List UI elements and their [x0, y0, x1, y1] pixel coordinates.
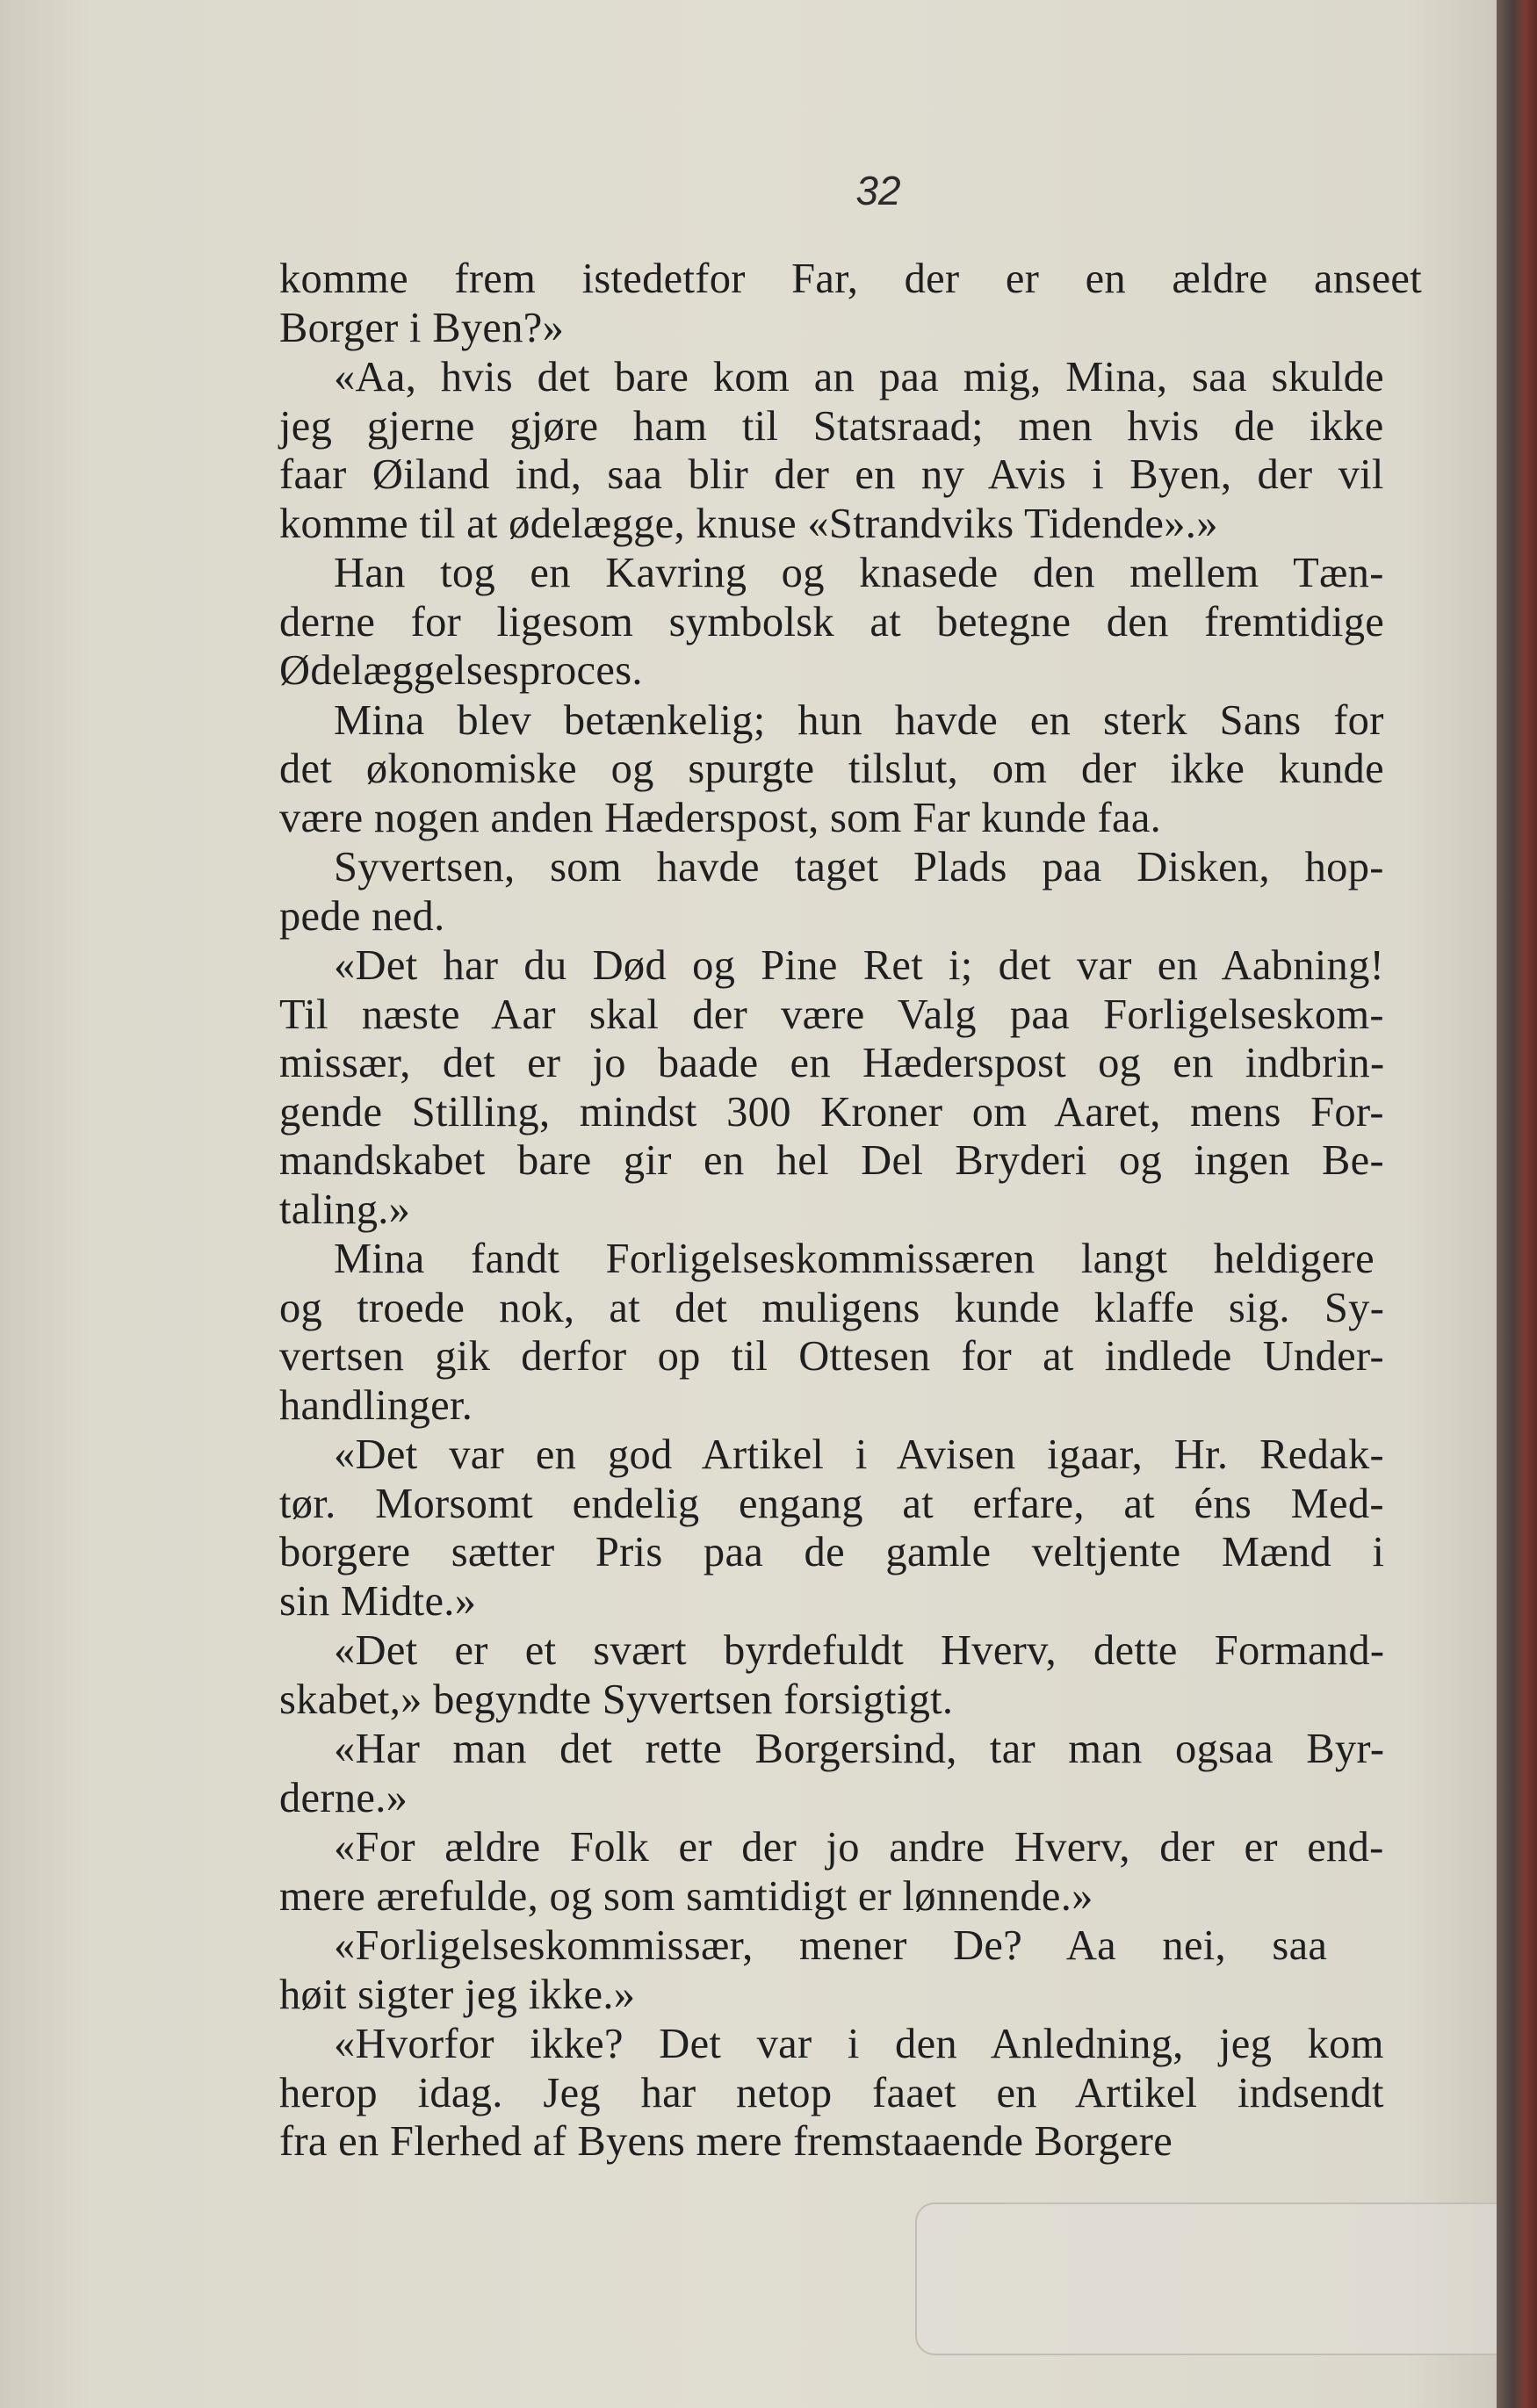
paragraph [279, 941, 1439, 1234]
text-line: taling.» [279, 1186, 411, 1233]
text-line: faar Øiland ind, saa blir der en ny Avis i Byen, der vil [279, 451, 1384, 498]
text-line: handlinger. [279, 1381, 473, 1429]
text-line: mandskabet bare gir en hel Del Bryderi og ingen Be- [279, 1137, 1384, 1184]
text-line: vertsen gik derfor op til Ottesen for at indlede Under- [279, 1333, 1384, 1380]
text-line: derne.» [279, 1774, 408, 1821]
paragraph [279, 1823, 1439, 1921]
text-line: herop idag. Jeg har netop faaet en Artikel indsendt [279, 2069, 1384, 2116]
body-text [279, 255, 1439, 2166]
paragraph [279, 696, 1439, 843]
text-line: «Det har du Død og Pine Ret i; det var en Aabning! [334, 942, 1385, 989]
paragraph [279, 1725, 1439, 1822]
text-line: det økonomiske og spurgte tilslut, om der ikke kunde [279, 746, 1384, 792]
text-line: skabet,» begyndte Syvertsen forsigtigt. [279, 1676, 954, 1723]
paragraph [279, 255, 1439, 352]
text-line: Mina fandt Forligelseskommissæren langt heldigere [334, 1236, 1375, 1282]
text-line: være nogen anden Hæderspost, som Far kunde faa. [279, 794, 1162, 841]
paragraph [279, 2020, 1439, 2166]
paragraph [279, 353, 1439, 548]
text-line: Til næste Aar skal der være Valg paa Forligelseskom- [279, 991, 1384, 1038]
text-line: komme frem istedetfor Far, der er en ældre anseet [279, 256, 1423, 302]
text-line: «For ældre Folk er der jo andre Hverv, der er end- [334, 1824, 1384, 1871]
paragraph [279, 843, 1439, 941]
text-line: sin Midte.» [279, 1577, 477, 1625]
text-line: høit sigter jeg ikke.» [279, 1971, 636, 2018]
paragraph [279, 1626, 1439, 1724]
text-line: komme til at ødelægge, knuse «Strandviks Tidende».» [279, 500, 1218, 547]
paragraph [279, 1235, 1439, 1430]
text-line: derne for ligesom symbolsk at betegne den fremtidige [279, 598, 1385, 645]
tape-mark [915, 2203, 1497, 2355]
text-line: borgere sætter Pris paa de gamle veltjente Mænd i [279, 1529, 1385, 1575]
paragraph [279, 549, 1439, 696]
text-line: gende Stilling, mindst 300 Kroner om Aaret, mens For- [279, 1088, 1384, 1136]
paragraph [279, 1431, 1439, 1626]
text-line: «Hvorfor ikke? Det var i den Anledning, jeg kom [334, 2021, 1384, 2067]
text-line: Ødelæggelsesproces. [279, 647, 643, 694]
text-line: Han tog en Kavring og knasede den mellem Tæn- [334, 550, 1384, 596]
text-line: «Det er et svært byrdefuldt Hverv, dette Formand- [334, 1627, 1385, 1674]
text-line: mere ærefulde, og som samtidigt er lønnende.» [279, 1872, 1093, 1920]
text-line: missær, det er jo baade en Hæderspost og en indbrin- [279, 1040, 1385, 1086]
text-line: «Forligelseskommissær, mener De? Aa nei, saa [334, 1922, 1328, 1969]
page-number: 32 [855, 168, 901, 213]
text-line: «Aa, hvis det bare kom an paa mig, Mina, saa skulde [334, 354, 1384, 400]
text-line: pede ned. [279, 892, 445, 940]
text-line: og troede nok, at det muligens kunde klaffe sig. Sy- [279, 1284, 1385, 1331]
text-line: «Det var en god Artikel i Avisen igaar, Hr. Redak- [334, 1431, 1384, 1478]
book-cover-edge [1497, 0, 1537, 2408]
text-line: Syvertsen, som havde taget Plads paa Disken, hop- [334, 844, 1384, 890]
text-line: Mina blev betænkelig; hun havde en sterk Sans for [334, 696, 1384, 744]
text-line: Borger i Byen?» [279, 304, 565, 351]
text-line: tør. Morsomt endelig engang at erfare, at éns Med- [279, 1480, 1384, 1527]
paragraph [279, 1921, 1439, 2019]
text-line: jeg gjerne gjøre ham til Statsraad; men hvis de ikke [279, 402, 1384, 450]
text-line: fra en Flerhed af Byens mere fremstaaende Borgere [279, 2118, 1173, 2165]
text-line: «Har man det rette Borgersind, tar man ogsaa Byr- [334, 1726, 1385, 1772]
